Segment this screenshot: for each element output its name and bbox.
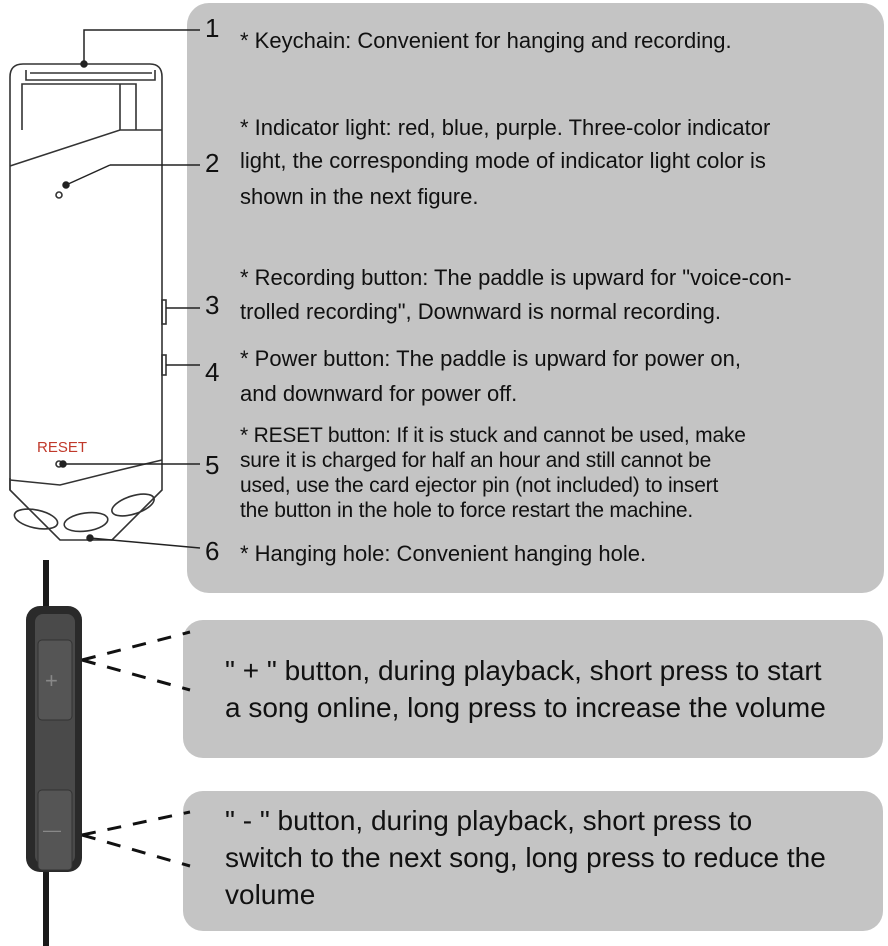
callout-number-6: 6 [205,536,220,566]
callout-number-2: 2 [205,148,220,178]
minus-desc-line-3: volume [225,879,316,910]
reset-label: RESET [37,439,88,456]
remote-dash-lines [82,632,190,866]
minus-desc-line-1: " - " button, during playback, short press to [225,805,753,836]
callout-text-1-line-1: * Keychain: Convenient for hanging and recording. [240,28,732,53]
callout-text-3-line-2: trolled recording", Downward is normal recording. [240,299,722,324]
callout-number-4: 4 [205,357,220,387]
callout-number-3: 3 [205,290,220,320]
callout-number-1: 1 [205,13,220,43]
callout-text-5-line-2: sure it is charged for half an hour and still cannot be [240,449,712,472]
callout-number-5: 5 [205,450,220,480]
minus-desc-line-2: switch to the next song, long press to reduce the [225,842,826,873]
callout-text-5-line-3: used, use the card ejector pin (not included) to insert [240,474,719,497]
recorder-outline [10,64,166,540]
leader-lines [60,30,200,548]
callout-text-5-line-4: the button in the hole to force restart the machine. [240,499,694,522]
cable-bottom [43,870,49,946]
plus-symbol: + [45,668,58,693]
callout-text-3-line-1: * Recording button: The paddle is upward for "voice-con- [240,265,792,290]
callout-text-2-line-2: light, the corresponding mode of indicator light color is [240,148,766,173]
plus-desc-line-2: a song online, long press to increase the volume [225,692,826,723]
callout-text-6-line-1: * Hanging hole: Convenient hanging hole. [240,541,647,566]
cable-top [43,560,49,610]
callout-text-4-line-2: and downward for power off. [240,381,518,406]
callout-text-2-line-1: * Indicator light: red, blue, purple. Three-color indicator [240,115,771,140]
callout-text-4-line-1: * Power button: The paddle is upward for power on, [240,346,742,371]
plus-desc-line-1: " + " button, during playback, short press to start [225,655,822,686]
minus-symbol: — [43,820,61,840]
callout-text-2-line-3: shown in the next figure. [240,184,479,209]
callout-text-5-line-1: * RESET button: If it is stuck and cannot be used, make [240,424,746,447]
